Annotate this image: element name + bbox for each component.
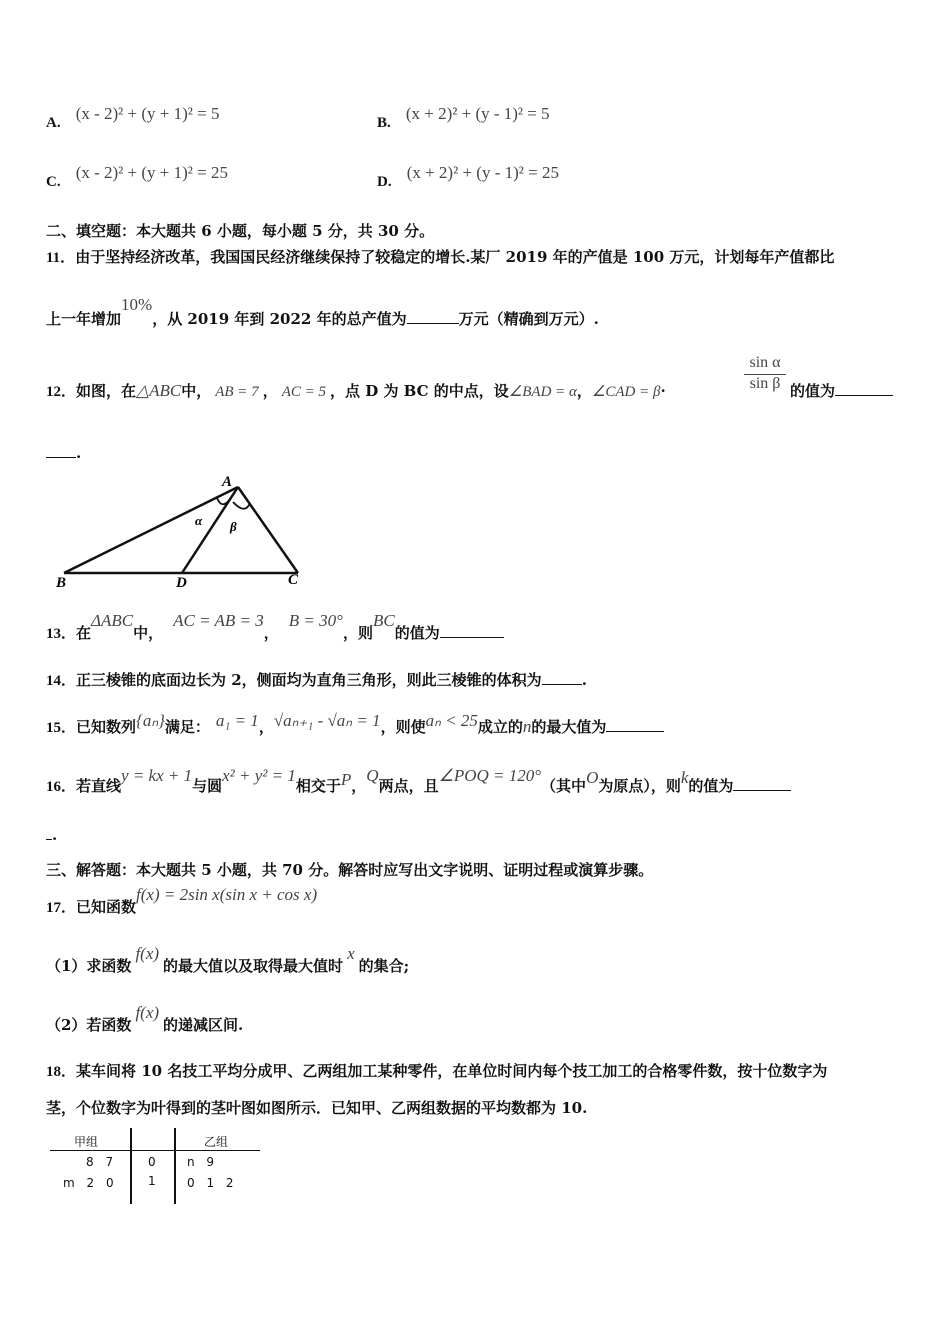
q11-line2 (46, 295, 599, 329)
q18-line1 (46, 1060, 827, 1081)
q16-text-3: 相交于 (295, 777, 341, 795)
q17-function: f(x) = 2sin x(sin x + cos x) (136, 885, 318, 904)
side-ac (238, 487, 298, 573)
q12-line2 (46, 444, 81, 462)
q12-frac-den: sin β (749, 375, 781, 392)
q13-number: 13． (46, 626, 77, 642)
q15-text-2: 满足： (164, 718, 210, 736)
triangle-figure (50, 470, 310, 592)
angle-beta-arc (233, 502, 250, 509)
q17-number: 17． (46, 900, 77, 916)
q16-cont (46, 826, 57, 844)
option-a-label: A. (46, 115, 61, 131)
q12-text-4: 的值为 (790, 382, 836, 400)
q18-number: 18． (46, 1064, 77, 1080)
q12-blank-1 (835, 382, 893, 396)
q17-part1-fx: f(x) (135, 944, 160, 963)
q15-seq: {aₙ} (136, 711, 165, 730)
q16-blank-1 (733, 777, 791, 791)
q13-text-2: 中， (133, 624, 164, 642)
q12-ab: AB = 7 (215, 384, 259, 400)
q12-bad: ∠BAD = α (508, 384, 577, 400)
q15-text-4: ，则使 (380, 718, 426, 736)
section-3-heading: 三、解答题：本大题共 5 小题，共 70 分。解答时应写出文字说明、证明过程或演算步骤。 (46, 861, 654, 879)
q13-text-3: ， (263, 624, 279, 642)
stem-header-rule (50, 1150, 260, 1151)
vertex-a-label: A (222, 474, 233, 490)
stem-row2-stem: 1 (148, 1174, 156, 1188)
option-a-expr: (x - 2)² + (y + 1)² = 5 (75, 104, 220, 123)
stem-row2-right: 0 1 2 (187, 1176, 234, 1190)
q11-text-1: 由于坚持经济改革，我国国民经济继续保持了较稳定的增长.某厂 2019 年的产值是 100 万元，计划每年产值都比 (75, 248, 835, 266)
q15 (46, 711, 664, 737)
q17-part1-x: x (347, 944, 355, 963)
q12-ac: AC = 5 (281, 384, 326, 400)
stem-divider-right (174, 1128, 176, 1204)
option-c-label: C. (46, 174, 61, 190)
q11-text-4: 万元（精确到万元）. (458, 310, 599, 328)
section-2-heading: 二、填空题：本大题共 6 小题，每小题 5 分，共 30 分。 (46, 222, 435, 240)
option-a (46, 104, 220, 132)
q17-part1-text-2: 的最大值以及取得最大值时 (163, 957, 344, 975)
q16-text-8: 的值为 (688, 777, 734, 795)
q15-cond3: aₙ < 25 (425, 711, 478, 730)
q16-q: Q (366, 766, 379, 785)
q12-sep-2: ， (576, 382, 592, 400)
q13-triangle: ΔABC (91, 611, 134, 630)
q13-eq1: AC = AB = 3 (173, 611, 264, 630)
q12-frac-num: sin α (744, 354, 786, 375)
option-d-label: D. (377, 174, 392, 190)
q17 (46, 885, 318, 917)
q11-line1 (46, 246, 834, 267)
q17-part2-text-2: 的递减区间. (163, 1016, 244, 1034)
q14-text: 正三棱锥的底面边长为 2，侧面均为直角三角形，则此三棱锥的体积为 (76, 671, 542, 689)
q17-part2 (46, 1003, 244, 1035)
q12-text-3: ，点 D 为 BC 的中点，设 (330, 382, 509, 400)
q16-text-5: 两点，且 (378, 777, 439, 795)
q16-p: P (340, 770, 352, 789)
q15-cond1: a₁ = 1 (215, 711, 259, 730)
option-c (46, 163, 228, 191)
option-c-expr: (x - 2)² + (y + 1)² = 25 (75, 163, 228, 182)
q16-o: O (586, 768, 599, 787)
q17-part1-text-3: 的集合; (358, 957, 410, 975)
q17-part2-text-1: （2）若函数 (46, 1016, 132, 1034)
q17-part2-fx: f(x) (135, 1003, 160, 1022)
alpha-label: α (195, 513, 203, 528)
q12-blank-2 (46, 444, 76, 458)
option-d-expr: (x + 2)² + (y - 1)² = 25 (406, 163, 559, 182)
q11-text-2: 上一年增加 (46, 310, 122, 328)
q16-number: 16． (46, 779, 77, 795)
option-b-expr: (x + 2)² + (y - 1)² = 5 (405, 104, 550, 123)
vertex-d-label: D (176, 575, 187, 591)
q16-text-4: ， (351, 777, 367, 795)
q18-line2 (46, 1097, 587, 1118)
q17-text-1: 已知函数 (76, 898, 137, 916)
side-ab (64, 487, 238, 573)
vertex-b-label: B (56, 575, 67, 591)
q13 (46, 611, 504, 643)
stem-row1-right: n 9 (187, 1155, 215, 1169)
q15-text-5: 成立的 (477, 718, 523, 736)
stem-divider-left (130, 1128, 132, 1204)
vertex-c-label: C (288, 572, 299, 588)
q12-number: 12． (46, 384, 77, 400)
stem-row1-stem: 0 (148, 1155, 156, 1169)
q14-end: . (581, 671, 587, 689)
q12-line1-end (790, 380, 893, 401)
q16-k: k (680, 768, 689, 787)
q15-text-6: 的最大值为 (531, 718, 607, 736)
stem-row1-left: 8 7 (86, 1155, 114, 1169)
q12-cad: ∠CAD = β (591, 384, 661, 400)
q16-angle: ∠POQ = 120° (438, 766, 542, 785)
q11-blank (407, 310, 459, 324)
q17-part1-text-1: （1）求函数 (46, 957, 132, 975)
q15-text-1: 已知数列 (76, 718, 137, 736)
stem-head-right: 乙组 (204, 1135, 229, 1149)
q16-text-7: 为原点），则 (598, 777, 681, 795)
q13-text-5: 的值为 (394, 624, 440, 642)
q18-text-1: 某车间将 10 名技工平均分成甲、乙两组加工某种零件，在单位时间内每个技工加工的合格零件数，按十位数字为 (76, 1062, 828, 1080)
q16 (46, 766, 791, 796)
q13-bc: BC (372, 611, 395, 630)
stem-row2-left: m 2 0 (63, 1176, 114, 1190)
q16-text-1: 若直线 (76, 777, 122, 795)
q11-number: 11． (46, 250, 76, 266)
q16-text-2: 与圆 (192, 777, 223, 795)
q15-number: 15． (46, 720, 77, 736)
q13-text-1: 在 (76, 624, 92, 642)
q16-line: y = kx + 1 (121, 766, 193, 785)
q14 (46, 669, 587, 690)
q12-fraction (744, 354, 786, 393)
q17-part1 (46, 944, 410, 976)
q12-text-1: 如图，在 (76, 382, 137, 400)
q13-blank (440, 624, 504, 638)
q16-circle: x² + y² = 1 (222, 766, 296, 785)
q16-text-6: （其中 (541, 777, 587, 795)
beta-label: β (230, 519, 237, 534)
option-b (377, 104, 550, 132)
q14-blank (542, 671, 582, 685)
stem-leaf-plot (48, 1128, 263, 1206)
q11-text-3: ，从 2019 年到 2022 年的总产值为 (152, 310, 407, 328)
q15-n: n (522, 717, 532, 736)
option-d (377, 163, 559, 191)
q13-text-4: ，则 (342, 624, 373, 642)
q12-period: . (76, 444, 82, 462)
q15-text-3: ， (258, 718, 274, 736)
q11-percent: 10% (121, 295, 153, 314)
q18-text-2: 茎，个位数字为叶得到的茎叶图如图所示．已知甲、乙两组数据的平均数都为 10. (46, 1099, 588, 1117)
q15-blank (606, 718, 664, 732)
q12-triangle: △ABC (136, 381, 182, 400)
q14-number: 14． (46, 673, 77, 689)
q15-cond2: √aₙ₊₁ - √aₙ = 1 (273, 711, 381, 730)
q12-text-2: 中， (181, 382, 212, 400)
option-b-label: B. (377, 115, 391, 131)
q12-line1: 12．如图，在△ABC中， AB = 7 ， AC = 5 ，点 D 为 BC 的中点，设∠BAD = α，∠CAD = β· (46, 381, 666, 400)
stem-head-left: 甲组 (74, 1135, 99, 1149)
q13-eq2: B = 30° (288, 611, 343, 630)
q12-sep: ， (262, 382, 278, 400)
q16-period: . (52, 826, 58, 844)
